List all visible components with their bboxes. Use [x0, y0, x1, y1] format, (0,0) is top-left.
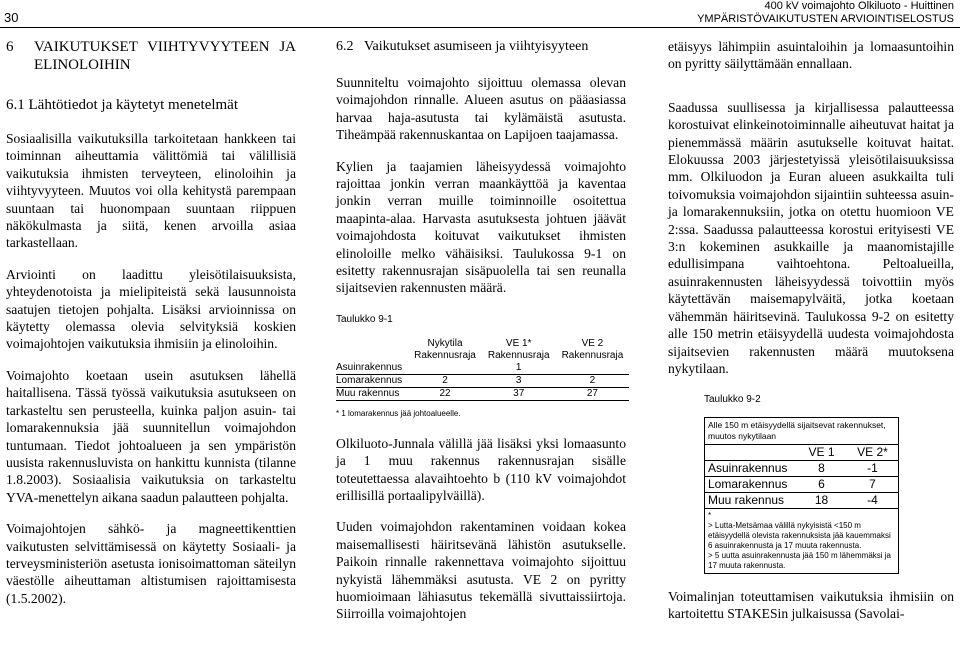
paragraph: etäisyys lähimpiin asuintaloihin ja lomaasuntoihin on pyritty säilyttämään ennallaan.: [668, 39, 954, 72]
table-cell: 6: [796, 476, 847, 492]
table-cell: [408, 362, 482, 375]
header-rule: [0, 27, 960, 28]
page-number: 30: [4, 10, 19, 25]
paragraph: Uuden voimajohdon rakentaminen voidaan kokea maisemallisesti häiritsevänä lähistön asutukselle. Paikoin rinnalle rakennettava voimajohto sijoittuu nykyistä lähemmäksi asutusta. VE 2 on pyritty huomioimaan lähiasutus tekemällä sivuttaissiirtoja. Siirroilla voimajohtojen: [336, 519, 626, 622]
table-cell: 1: [482, 362, 556, 375]
table-cell: Asuinrakennus: [705, 460, 796, 476]
table-9-1-note: * 1 lomarakennus jää johtoalueelle.: [336, 409, 461, 419]
table-header: VE 1* Rakennusraja: [487, 338, 550, 362]
table-9-2-notes: [705, 509, 898, 573]
note-1: > Lutta-Metsämaa välillä nykyisistä <150 m etäisyydellä olevista rakennuksista jää kauemmaksi 6 asuinrakennusta ja 17 muuta rakennusta.: [708, 520, 891, 550]
table-cell: -1: [847, 460, 898, 476]
table-9-1: [336, 338, 629, 401]
table-header: VE 1: [796, 445, 847, 461]
section-number: 6.2: [336, 39, 354, 54]
table-cell: 2: [408, 375, 482, 388]
table-row: [336, 388, 629, 401]
section-6-1-title: 6.1 Lähtötiedot ja käytetyt menetelmät: [6, 97, 239, 113]
paragraph: Olkiluoto-Junnala välillä jää lisäksi yksi lomaasunto ja 1 muu rakennus rakennusrajan sisälle toteutettaessa alavaihtoehto b (110 kV voimajohdot erillisillä portaalipylväillä).: [336, 435, 626, 503]
table-cell: 7: [847, 476, 898, 492]
header-line1: 400 kV voimajohto Olkiluoto - Huittinen: [764, 0, 954, 12]
paragraph: Voimajohto koetaan usein asutuksen lähellä haitallisena. Tässä työssä vaikutuksia asutukseen on tarkasteltu sen perusteella, kuinka paljon asuin- tai lomarakennuksia jää suunnitellun voimajohdon tuntumaan. Tiedot johtoalueen ja sen ympäristön uusista rakennusluvista on hankittu kunnista (tilanne 1.8.2003). Sosiaalisia vaikutuksia on tarkasteltu YVA-menettelyn aikana saadun palautteen pohjalta.: [6, 367, 296, 505]
table-header: VE 2*: [847, 445, 898, 461]
table-cell: 2: [556, 375, 630, 388]
table-cell: [556, 362, 630, 375]
table-header: Nykytila Rakennusraja: [414, 338, 476, 362]
chapter-title: VAIKUTUKSET VIIHTYVYYTEEN JA ELINOLOIHIN: [34, 39, 296, 73]
table-cell: -4: [847, 492, 898, 508]
paragraph: Saadussa suullisessa ja kirjallisessa palautteessa korostuivat elinkeinotoiminnalle aiheutuvat haitat ja pienemmässä määrin asutukselle koituvat haitat. Elokuussa 2003 järjestetyissä yleisötilaisuuksissa mm. Olkiluodon ja Euran alueen asukkailta tuli toivomuksia voimajohdon sijaintiin suhteessa asuin- ja lomarakennuksiin, jotka on otettu huomioon VE 2:ssa. Saadussa palautteessa korostui erityisesti VE 3:n kokeminen asukkaille ja maanomistajille edullisimpana vaihtoehtona. Peltoalueilla, asuinrakennusten läheisyydessä toivottiin myös käytettävän maisemapylväitä, jotka koetaan vähemmän häiritsevinä. Taulukossa 9-2 on esitetty alle 150 metrin etäisyydellä uudesta voimajohdosta sijaitsevien rakennusten määrä muutoksena nykytilaan.: [668, 99, 954, 376]
table-cell: Lomarakennus: [705, 476, 796, 492]
table-header-row: [705, 445, 898, 461]
running-header: [697, 0, 954, 26]
table-header: VE 2 Rakennusraja: [561, 338, 624, 362]
table-cell: 27: [556, 388, 630, 401]
table-cell: Muu rakennus: [336, 388, 408, 401]
table-row: [705, 492, 898, 508]
header-line2: YMPÄRISTÖVAIKUTUSTEN ARVIOINTISELOSTUS: [697, 13, 954, 25]
table-cell: Muu rakennus: [705, 492, 796, 508]
paragraph: Suunniteltu voimajohto sijoittuu olemassa olevan voimajohdon rinnalle. Alueen asutus on pääasiassa harvaa haja-asutusta tai kylämäistä asutusta. Tiheämpää rakennuskantaa on Lapijoen taajamassa.: [336, 75, 626, 143]
table-cell: 8: [796, 460, 847, 476]
table-9-1-title: Taulukko 9-1: [336, 313, 393, 325]
table-cell: 37: [482, 388, 556, 401]
note-star: *: [708, 510, 712, 520]
table-cell: 18: [796, 492, 847, 508]
chapter-number: 6: [6, 39, 14, 55]
section-title: Vaikutukset asumiseen ja viihtyisyyteen: [364, 39, 589, 54]
column-1: [6, 38, 296, 621]
note-2: > 5 uutta asuinrakennusta jää 150 m lähemmäksi ja 17 muuta rakennusta.: [708, 550, 891, 570]
table-9-2-intro: Alle 150 m etäisyydellä sijaitsevat rakennukset, muutos nykytilaan: [705, 418, 898, 445]
table-header: [336, 338, 408, 362]
table-row: [705, 460, 898, 476]
column-2: [336, 38, 626, 637]
table-row: [336, 375, 629, 388]
table-9-2: [704, 417, 899, 574]
table-header: [705, 445, 796, 461]
paragraph: Voimalinjan toteuttamisen vaikutuksia ihmisiin on kartoitettu STAKESin julkaisussa (Savolai-: [668, 588, 954, 622]
table-cell: 22: [408, 388, 482, 401]
table-cell: 3: [482, 375, 556, 388]
table-row: [705, 476, 898, 492]
paragraph: Arviointi on laadittu yleisötilaisuuksista, yhteydenotoista ja mielipiteistä sekä lausunnoista saatujen tietojen pohjalta. Lisäksi arvioinnissa on käytetty olemassa olevia selvityksiä koskien voimajohtojen vaikutuksia ihmisiin ja elinoloihin.: [6, 266, 296, 352]
section-6-2-heading: [336, 38, 626, 56]
table-row: [336, 362, 629, 375]
paragraph: Sosiaalisilla vaikutuksilla tarkoitetaan hankkeen tai toiminnan aiheuttamia välittömiä tai välillisiä vaikutuksia ihmisten terveyteen, elinoloihin ja viihtyvyyteen. Muutos voi olla kehitystä parempaan suuntaan tai huonompaan suuntaan riippuen näkökulmasta ja siitä, kenen arvoilla asiaa tarkastellaan.: [6, 131, 296, 251]
paragraph: Voimajohtojen sähkö- ja magneettikenttien vaikutusten selvittämisessä on käytetty Sosiaali- ja terveysministeriön asetusta ionisoimattoman säteilyn väestölle aiheuttaman altistumisen rajoittamisesta (1.5.2002).: [6, 521, 296, 606]
chapter-heading: [6, 38, 296, 74]
paragraph: Kylien ja taajamien läheisyydessä voimajohto rajoittaa jonkin verran maankäyttöä ja kaventaa jonkin verran muille toiminnoille osoitettua maapinta-alaa. Harvasta asutuksesta johtuen jäävät voimajohdosta koituvat vaikutukset ihmisten elinoloille melko vähäisiksi. Taulukossa 9-1 on esitetty rakennusrajan sisäpuolella tai sen reunalla sijaitsevien rakennusten määrä.: [336, 158, 626, 296]
table-9-2-grid: [705, 445, 898, 509]
table-9-2-title: Taulukko 9-2: [704, 394, 761, 406]
column-3: [668, 38, 954, 637]
table-cell: Asuinrakennus: [336, 362, 408, 375]
table-cell: Lomarakennus: [336, 375, 408, 388]
